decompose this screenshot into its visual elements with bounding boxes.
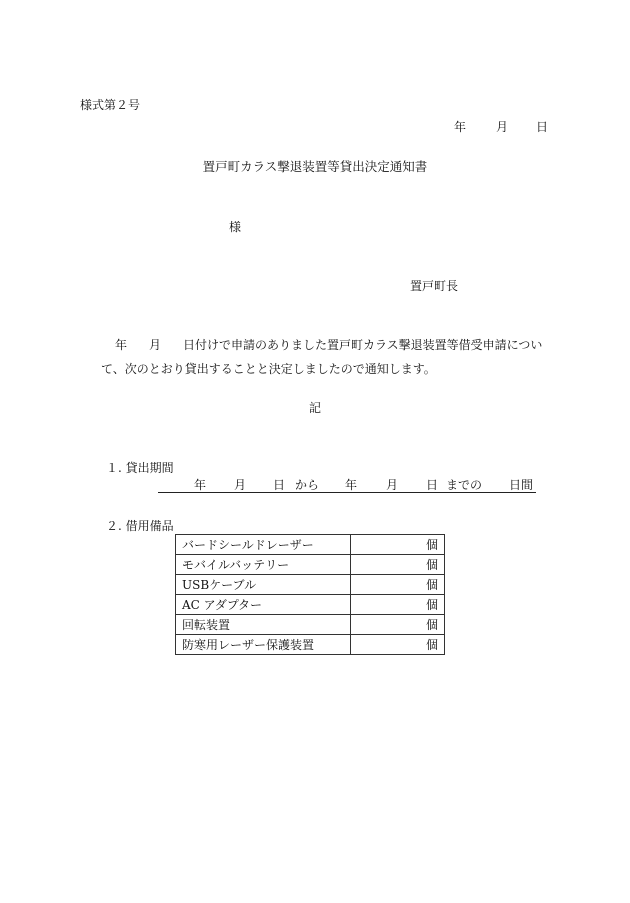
equipment-name: USBケーブル (176, 575, 351, 595)
period-end-day: 日 (426, 478, 439, 492)
equipment-name: 防寒用レーザー保護装置 (176, 635, 351, 655)
table-row (176, 535, 445, 555)
document-title: 置戸町カラス撃退装置等貸出決定通知書 (202, 159, 428, 174)
equipment-quantity: 個 (351, 635, 445, 655)
equipment-table (175, 534, 445, 655)
equipment-quantity: 個 (351, 595, 445, 615)
body-year: 年 (115, 338, 128, 352)
table-row (176, 575, 445, 595)
equipment-name: バードシールドレーザー (176, 535, 351, 555)
loan-period-line (158, 476, 536, 493)
date-day: 日 (535, 120, 548, 134)
ki-marker: 記 (308, 401, 321, 415)
period-start-day: 日 (273, 478, 286, 492)
period-end-month: 月 (386, 478, 399, 492)
equipment-name: AC アダプター (176, 595, 351, 615)
table-row (176, 595, 445, 615)
addressee-suffix: 様 (229, 220, 242, 234)
period-made: までの (446, 478, 483, 492)
period-days: 日間 (509, 478, 534, 492)
table-row (176, 635, 445, 655)
period-end-year: 年 (345, 478, 358, 492)
issuer: 置戸町長 (410, 279, 459, 293)
equipment-name: モバイルバッテリー (176, 555, 351, 575)
body-month: 月 (149, 338, 162, 352)
period-start-month: 月 (234, 478, 247, 492)
table-row (176, 555, 445, 575)
date-year: 年 (453, 120, 466, 134)
body-paragraph (101, 333, 551, 381)
period-start-year: 年 (194, 478, 207, 492)
equipment-quantity: 個 (351, 575, 445, 595)
table-row (176, 615, 445, 635)
equipment-quantity: 個 (351, 535, 445, 555)
form-number: 様式第２号 (80, 98, 141, 112)
section-loan-period-heading: １. 貸出期間 (106, 461, 174, 475)
issue-date (454, 118, 548, 135)
body-text: 日付けで申請のありました置戸町カラス撃退装置等借受申請について、次のとおり貸出することと決定しましたので通知します。 (101, 338, 543, 376)
equipment-quantity: 個 (351, 555, 445, 575)
period-kara: から (295, 478, 320, 492)
equipment-name: 回転装置 (176, 615, 351, 635)
section-equipment-heading: ２. 借用備品 (106, 519, 174, 533)
date-month: 月 (495, 120, 508, 134)
equipment-quantity: 個 (351, 615, 445, 635)
